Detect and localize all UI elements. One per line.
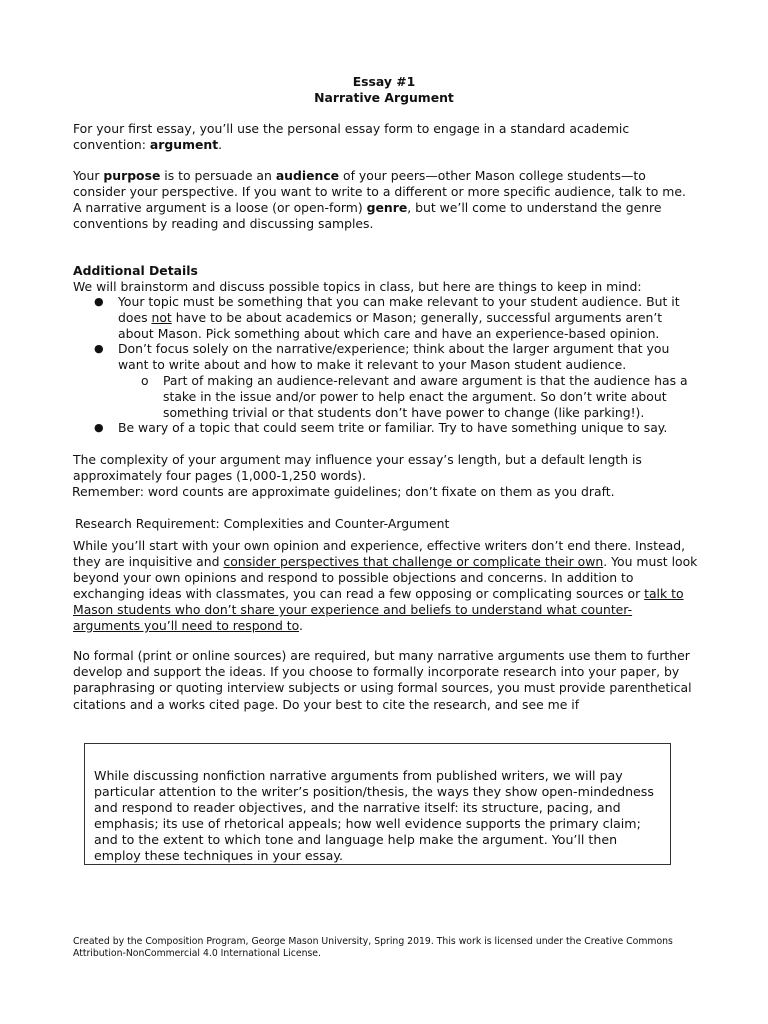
list-item [73,294,698,341]
bullet-text: Your topic must be something that you can make relevant to your student audience. But it does [118,294,680,325]
callout-text: While discussing nonfiction narrative arguments from published writers, we will pay particular attention to the writer’s position/thesis, the ways they show open-mindedness and respond to reader objectives, and the narrative itself: its structure, pacing, and emphasis; its use of rhetorical appeals; how well evidence supports the primary claim; and to the extent to which tone and language help make the argument. You’ll then employ these techniques in your essay. [94,768,654,863]
formal-sources-paragraph: No formal (print or online sources) are required, but many narrative arguments use them to further develop and support the ideas. If you choose to formally incorporate research into your paper, by paraphrasing or quoting interview subjects or using formal sources, you must provide parenthetical citations and a works cited page. Do your best to cite the research, and see me if [73,648,692,712]
additional-details-heading: Additional Details [73,263,198,278]
list-item [73,420,698,436]
purpose-t4: , but we’ll come to understand the genre conventions by reading and discussing samples. [73,200,662,231]
intro-bold-term: argument [149,136,219,152]
bullet-text: Don’t focus solely on the narrative/experience; think about the larger argument that you want to write about and how to make it relevant to your Mason student audience. [118,341,670,373]
essay-number-heading: Essay #1 [352,74,416,89]
research-paragraph [73,538,698,634]
bullet-text-cont: have to be about academics or Mason; generally, successful arguments aren’t about Mason. Pick something about which care and have an experience-based opinion. [118,309,663,341]
bullet-icon: ● [94,421,104,435]
remember-note: Remember: word counts are approximate guidelines; don’t fixate on them as you draft. [72,484,615,499]
details-bullet-list [73,294,698,436]
underlined-word: not [151,309,172,325]
sub-list-item [73,373,698,420]
purpose-t3: of your peers—other Mason college students—to consider your perspective. If you want to write to a different or more specific audience, talk to me. A narrative argument is a loose (or open-form) [73,168,686,215]
research-heading: Research Requirement: Complexities and Counter-Argument [75,516,450,531]
research-underline-2: talk to Mason students who don’t share your experience and beliefs to understand what counter-arguments you’ll need to respond to [73,586,684,633]
list-item [73,341,698,373]
intro-end: . [218,136,223,152]
bullet-icon: ● [94,295,104,308]
bullet-text: Be wary of a topic that could seem trite or familiar. Try to have something unique to say. [118,420,668,436]
research-text-b: . You must look beyond your own opinions and respond to possible objections and concerns. In addition to exchanging ideas with classmates, you can read a few opposing or complicating sources or [73,554,698,601]
license-footer: Created by the Composition Program, George Mason University, Spring 2019. This work is licensed under the Creative Commons Attribution-NonCommercial 4.0 International License. [73,936,673,959]
intro-paragraph [73,121,693,152]
purpose-t1: Your [73,168,104,183]
purpose-t2: is to persuade an [160,168,276,183]
genre-term: genre [366,200,408,215]
essay-title-heading: Narrative Argument [314,90,454,105]
details-lead: We will brainstorm and discuss possible topics in class, but here are things to keep in mind: [73,278,642,294]
intro-text: For your first essay, you’ll use the personal essay form to engage in a standard academic convention: [73,121,630,152]
length-paragraph: The complexity of your argument may influence your essay’s length, but a default length is approximately four pages (1,000-1,250 words). [73,452,642,483]
additional-details-section [73,263,693,294]
sub-bullet-text: Part of making an audience-relevant and aware argument is that the audience has a stake in the issue and/or power to help enact the argument. So don’t write about something trivial or that students don’t have power to change (like parking!). [163,372,688,420]
purpose-paragraph [73,168,698,232]
bullet-icon: ● [94,342,104,356]
research-text-c: . [299,618,303,633]
audience-term: audience [275,168,340,183]
sub-bullet-icon: o [141,372,149,388]
purpose-term: purpose [103,168,161,183]
research-text-a: While you’ll start with your own opinion and experience, effective writers don’t end there. Instead, they are inquisitive and [73,538,686,569]
research-underline-1: consider perspectives that challenge or complicate their own [223,554,604,569]
callout-box [84,743,671,865]
